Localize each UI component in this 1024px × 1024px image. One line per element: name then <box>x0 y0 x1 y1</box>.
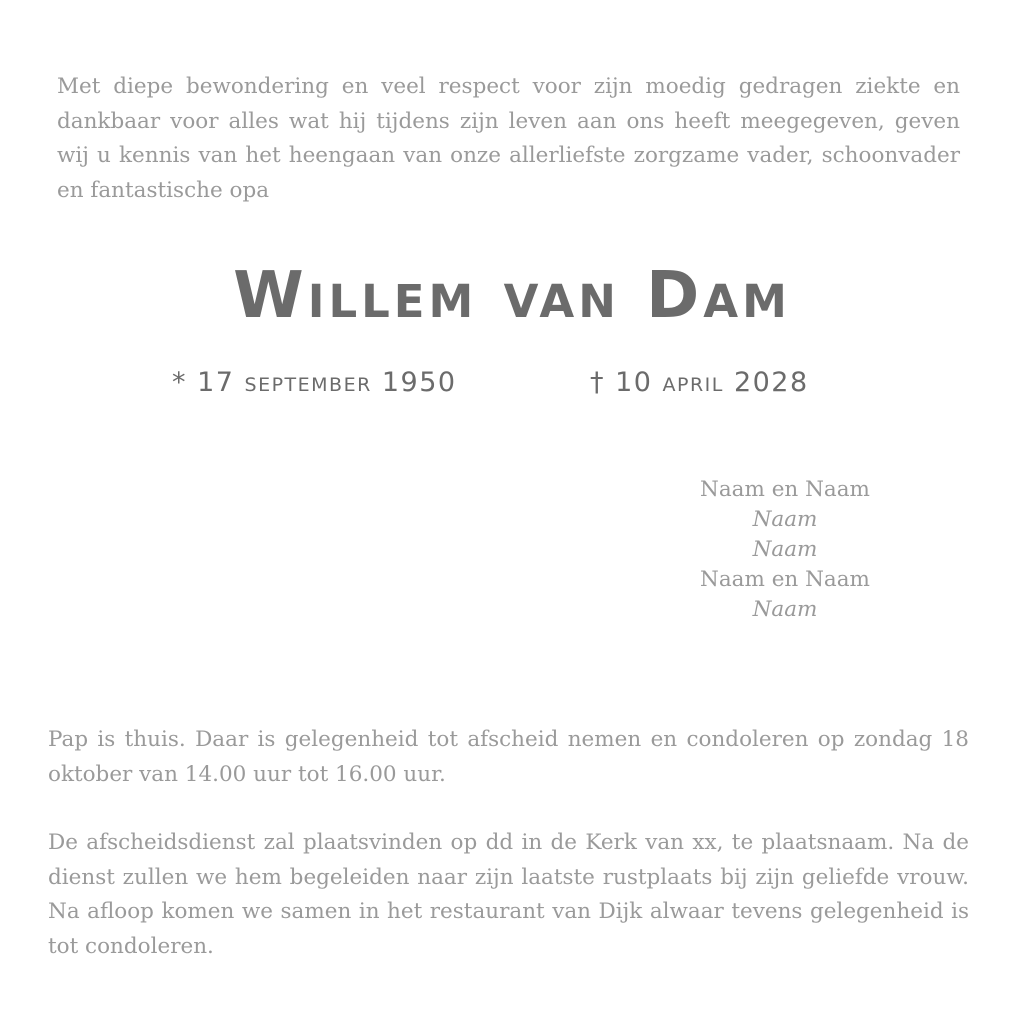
birth-date: * 17 september 1950 <box>172 367 457 398</box>
family-name-line: Naam <box>752 597 818 622</box>
family-names-list <box>680 475 890 625</box>
life-dates <box>0 366 1024 400</box>
family-name-line: Naam <box>752 507 818 532</box>
family-name-line: Naam en Naam <box>700 477 870 502</box>
deceased-name: Willem van Dam <box>233 259 791 333</box>
family-name-line: Naam <box>752 537 818 562</box>
intro-paragraph: Met diepe bewondering en veel respect voor zijn moedig gedragen ziekte en dankbaar voor alles wat hij tijdens zijn leven aan ons heeft meegegeven, geven wij u kennis van het heengaan van onze allerliefste zorgzame vader, schoonvader en fantastische opa <box>57 74 960 203</box>
family-name-line: Naam en Naam <box>700 567 870 592</box>
visitation-paragraph: Pap is thuis. Daar is gelegenheid tot afscheid nemen en condoleren op zondag 18 oktober van 14.00 uur tot 16.00 uur. <box>48 727 969 787</box>
death-date: † 10 april 2028 <box>590 367 809 398</box>
service-paragraph: De afscheidsdienst zal plaatsvinden op dd in de Kerk van xx, te plaatsnaam. Na de dienst zullen we hem begeleiden naar zijn laatste rustplaats bij zijn geliefde vrouw. Na afloop komen we samen in het restaurant van Dijk alwaar tevens gelegenheid is tot condoleren. <box>48 830 969 959</box>
